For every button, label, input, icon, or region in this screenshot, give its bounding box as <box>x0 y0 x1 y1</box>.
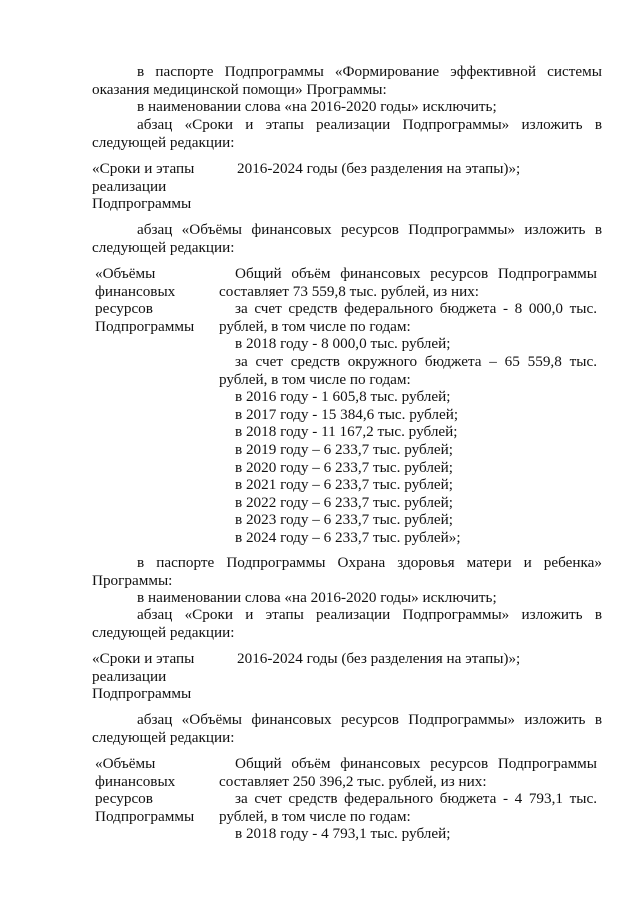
sroki-value-2: 2016-2024 годы (без разделения на этапы)»; <box>237 650 521 667</box>
obem-label-1: «Объёмы финансовых ресурсов Подпрограммы <box>95 265 195 335</box>
paragraph-passport-2: в паспорте Подпрограммы Охрана здоровья матери и ребенка» Программы: <box>92 554 602 589</box>
obem-total-1: Общий объём финансовых ресурсов Подпрограммы составляет 73 559,8 тыс. рублей, из них: <box>219 265 597 300</box>
obem-federal-year-1: в 2018 году - 8 000,0 тыс. рублей; <box>235 335 451 353</box>
obem-label-2: «Объёмы финансовых ресурсов Подпрограммы <box>95 755 195 825</box>
paragraph-passport-1: в паспорте Подпрограммы «Формирование эффективной системы оказания медицинской помощи» Программы: <box>92 63 602 98</box>
obem-okrug-year: в 2019 году – 6 233,7 тыс. рублей; <box>235 440 453 458</box>
obem-okrug-year: в 2022 году – 6 233,7 тыс. рублей; <box>235 493 453 511</box>
sroki-label-1: «Сроки и этапы реализации Подпрограммы <box>92 160 195 213</box>
obem-value-1 <box>219 265 597 547</box>
obem-total-2: Общий объём финансовых ресурсов Подпрограммы составляет 250 396,2 тыс. рублей, из них: <box>219 755 597 790</box>
paragraph-exclude-2: в наименовании слова «на 2016-2020 годы» исключить; <box>137 589 497 606</box>
paragraph-abzac-sroki-1: абзац «Сроки и этапы реализации Подпрограммы» изложить в следующей редакции: <box>92 116 602 151</box>
sroki-value-1: 2016-2024 годы (без разделения на этапы)»; <box>237 160 521 177</box>
obem-okrug-year: в 2020 году – 6 233,7 тыс. рублей; <box>235 458 453 476</box>
obem-federal-year-2: в 2018 году - 4 793,1 тыс. рублей; <box>235 825 451 843</box>
obem-federal-1: за счет средств федерального бюджета - 8 000,0 тыс. рублей, в том числе по годам: <box>219 300 597 335</box>
obem-okrug-year: в 2016 году - 1 605,8 тыс. рублей; <box>235 388 451 406</box>
obem-okrug-year: в 2024 году – 6 233,7 тыс. рублей»; <box>235 528 461 546</box>
obem-okrug-year: в 2017 году - 15 384,6 тыс. рублей; <box>235 405 459 423</box>
paragraph-abzac-obem-2: абзац «Объёмы финансовых ресурсов Подпрограммы» изложить в следующей редакции: <box>92 711 602 746</box>
paragraph-exclude-1: в наименовании слова «на 2016-2020 годы» исключить; <box>137 98 497 115</box>
paragraph-abzac-sroki-2: абзац «Сроки и этапы реализации Подпрограммы» изложить в следующей редакции: <box>92 606 602 641</box>
obem-federal-2: за счет средств федерального бюджета - 4 793,1 тыс. рублей, в том числе по годам: <box>219 790 597 825</box>
paragraph-abzac-obem-1: абзац «Объёмы финансовых ресурсов Подпрограммы» изложить в следующей редакции: <box>92 221 602 256</box>
obem-okrug-year: в 2021 году – 6 233,7 тыс. рублей; <box>235 476 453 494</box>
obem-okrug-year: в 2018 году - 11 167,2 тыс. рублей; <box>235 423 458 441</box>
sroki-label-2: «Сроки и этапы реализации Подпрограммы <box>92 650 195 703</box>
obem-value-2 <box>219 755 597 843</box>
obem-okrug-1: за счет средств окружного бюджета – 65 559,8 тыс. рублей, в том числе по годам: <box>219 352 597 388</box>
obem-okrug-year: в 2023 году – 6 233,7 тыс. рублей; <box>235 511 453 529</box>
